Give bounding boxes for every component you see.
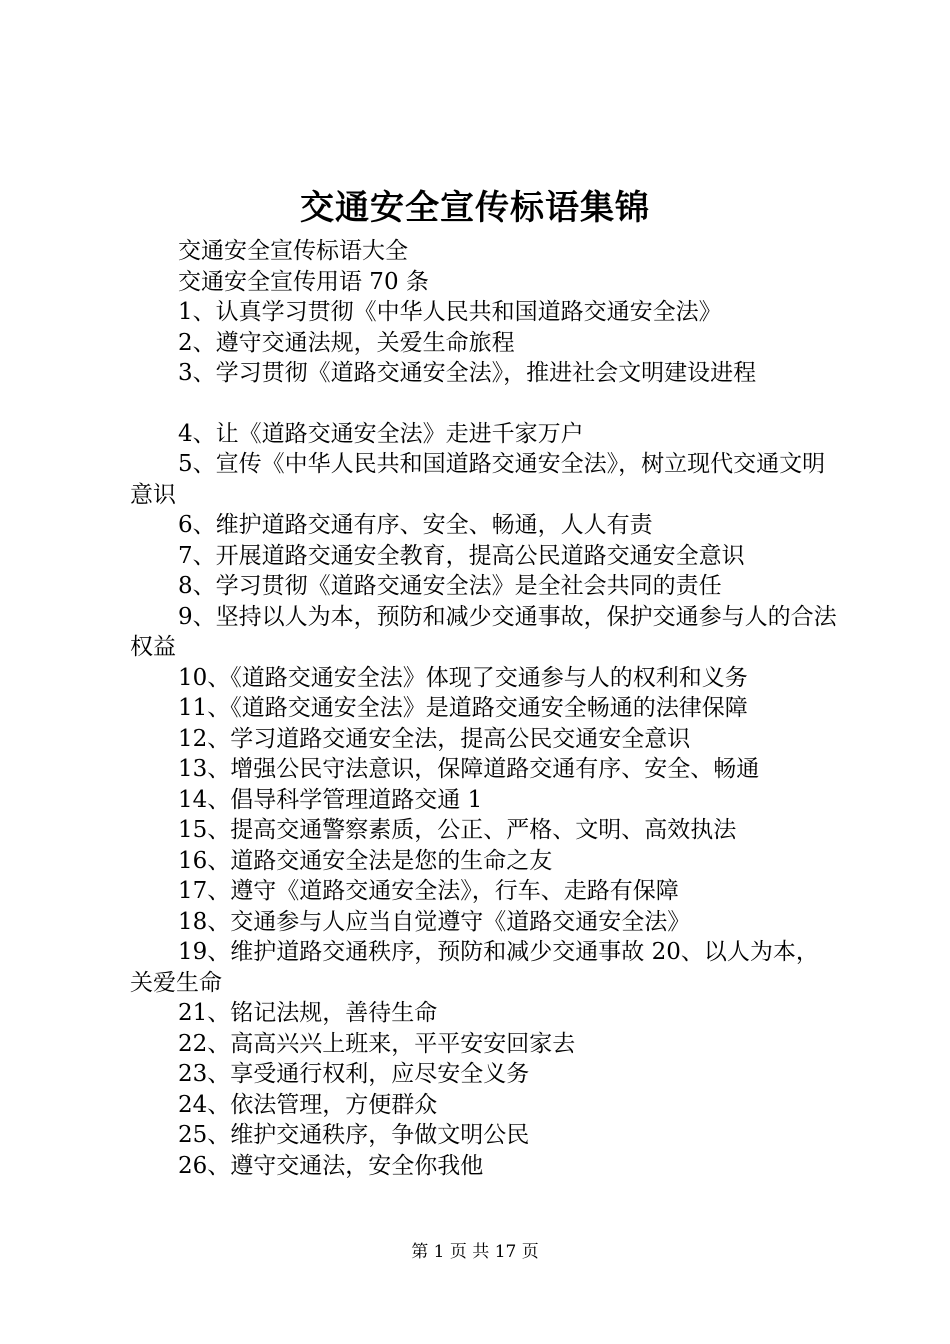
paragraph: 18、交通参与人应当自觉遵守《道路交通安全法》 bbox=[178, 908, 691, 935]
paragraph-gap bbox=[130, 389, 840, 419]
paragraph: 5、宣传《中华人民共和国道路交通安全法》，树立现代交通文明意识 bbox=[130, 451, 826, 508]
paragraph: 26、遵守交通法，安全你我他 bbox=[178, 1152, 484, 1179]
paragraph: 4、让《道路交通安全法》走进千家万户 bbox=[178, 420, 584, 447]
paragraph: 15、提高交通警察素质，公正、严格、文明、高效执法 bbox=[178, 817, 737, 843]
paragraph: 24、依法管理，方便群众 bbox=[178, 1091, 438, 1118]
paragraph: 10、《道路交通安全法》体现了交通参与人的权利和义务 bbox=[178, 664, 748, 691]
paragraph: 25、维护交通秩序，争做文明公民 bbox=[178, 1122, 530, 1148]
paragraph: 8、学习贯彻《道路交通安全法》是全社会共同的责任 bbox=[178, 573, 722, 599]
document-body bbox=[130, 236, 840, 1181]
paragraph: 17、遵守《道路交通安全法》，行车、走路有保障 bbox=[178, 878, 679, 904]
page-number-footer: 第 1 页 共 17 页 bbox=[411, 1242, 539, 1262]
paragraph: 7、开展道路交通安全教育，提高公民道路交通安全意识 bbox=[178, 542, 745, 569]
paragraph: 6、维护道路交通有序、安全、畅通，人人有责 bbox=[178, 512, 653, 538]
paragraph: 14、倡导科学管理道路交通 1 bbox=[178, 786, 483, 813]
paragraph: 19、维护道路交通秩序，预防和减少交通事故 20、以人为本，关爱生命 bbox=[130, 939, 819, 996]
paragraph: 1、认真学习贯彻《中华人民共和国道路交通安全法》 bbox=[178, 299, 722, 325]
document-title: 交通安全宣传标语集锦 bbox=[300, 188, 650, 228]
paragraph: 12、学习道路交通安全法，提高公民交通安全意识 bbox=[178, 725, 691, 752]
paragraph: 21、铭记法规，善待生命 bbox=[178, 1000, 438, 1026]
paragraph: 16、道路交通安全法是您的生命之友 bbox=[178, 847, 553, 874]
paragraph: 2、遵守交通法规，关爱生命旅程 bbox=[178, 329, 515, 356]
paragraph: 3、学习贯彻《道路交通安全法》，推进社会文明建设进程 bbox=[178, 360, 757, 386]
paragraph: 13、增强公民守法意识，保障道路交通有序、安全、畅通 bbox=[178, 756, 760, 782]
paragraph: 23、享受通行权利，应尽安全义务 bbox=[178, 1061, 530, 1087]
paragraph: 交通安全宣传标语大全 bbox=[178, 238, 408, 264]
paragraph: 11、《道路交通安全法》是道路交通安全畅通的法律保障 bbox=[178, 695, 748, 721]
paragraph: 22、高高兴兴上班来，平平安安回家去 bbox=[178, 1030, 576, 1057]
paragraph: 9、坚持以人为本，预防和减少交通事故，保护交通参与人的合法权益 bbox=[130, 603, 837, 660]
paragraph: 交通安全宣传用语 70 条 bbox=[178, 268, 429, 295]
